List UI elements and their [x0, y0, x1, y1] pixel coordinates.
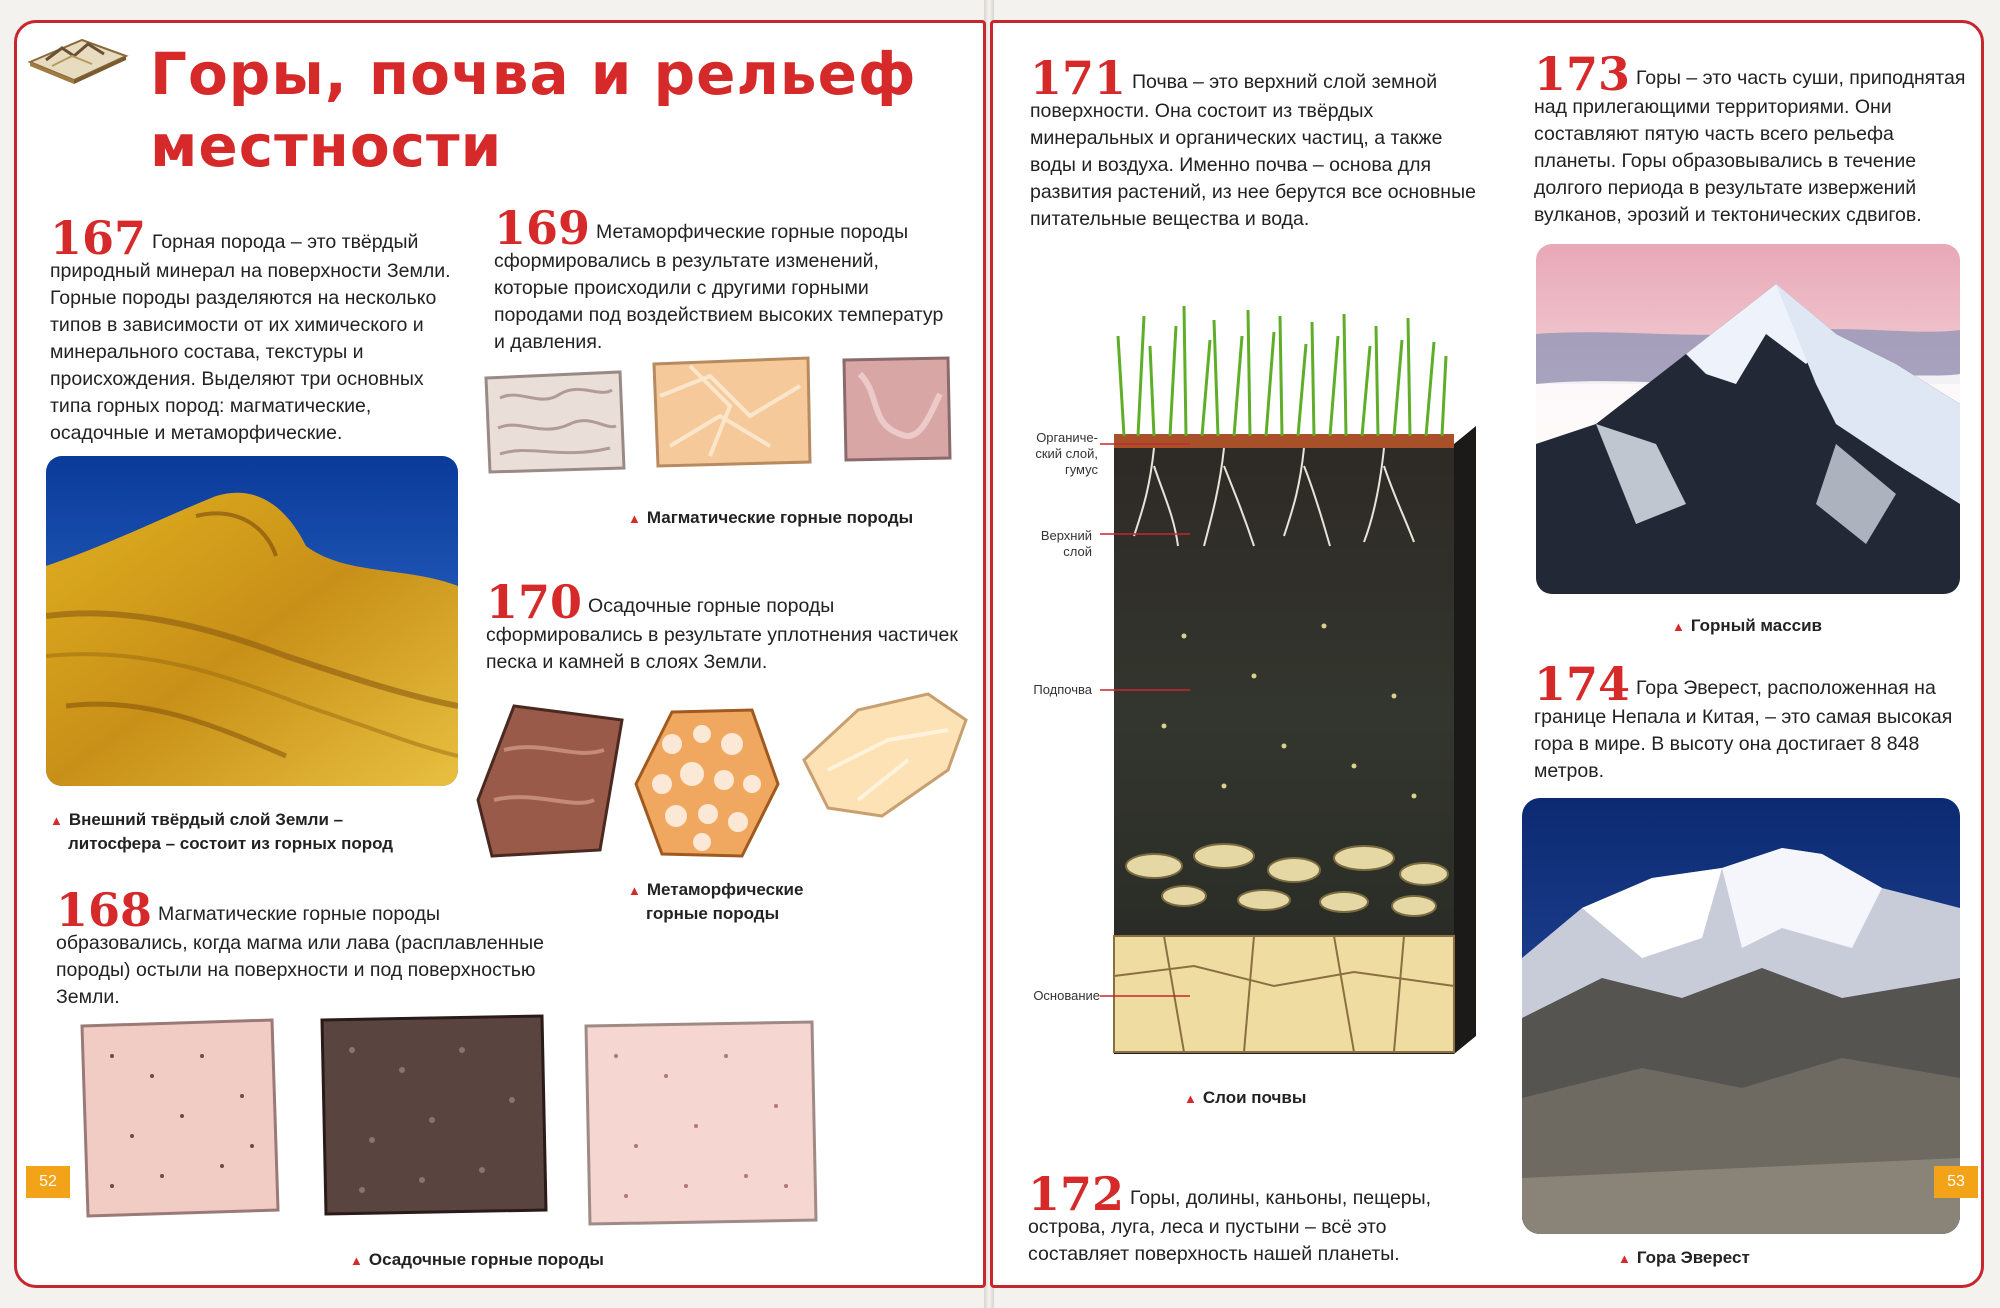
rock-tile-1 — [480, 368, 628, 476]
fact-number: 171 — [1030, 51, 1127, 105]
fact-173 — [1534, 47, 1974, 229]
caption-arrow-icon: ▲ — [350, 1253, 363, 1268]
fact-text: Метаморфические горные породы сформировались в результате изменений, которые происходили с другими горными породами под воздействием высоких температур и давления. — [494, 221, 944, 353]
caption-arrow-icon: ▲ — [1672, 619, 1685, 634]
title-line-1: Горы, почва и рельеф — [150, 40, 917, 108]
fact-number: 174 — [1534, 657, 1631, 711]
page-number-right: 53 — [1934, 1166, 1978, 1198]
fact-number: 172 — [1028, 1167, 1125, 1221]
fact-text: Горная порода – это твёрдый природный минерал на поверхности Земли. Горные породы разделяются на несколько типов в зависимости от их химического и минерального состава, текстуры и происхождения. Выделяют три основных типа горных пород: магматические, осадочные и метаморфические. — [50, 231, 451, 444]
mountain-massif-photo — [1536, 244, 1960, 594]
fact-171 — [1030, 51, 1490, 233]
fact-167 — [50, 211, 460, 447]
fact-174 — [1534, 657, 1954, 785]
lithosphere-photo — [46, 456, 458, 786]
fact-number: 173 — [1534, 47, 1631, 101]
soil-label-base: Основание — [1033, 988, 1100, 1003]
fact-170 — [486, 575, 966, 676]
rock-tile-3 — [840, 354, 954, 464]
rock-pebble-2 — [632, 704, 782, 862]
caption-arrow-icon: ▲ — [50, 813, 63, 828]
fact-text: Горы – это часть суши, приподнятая над прилегающими территориями. Они составляют пятую часть всего рельефа планеты. Горы образовывались в течение долгого периода в результате извержений вулканов, эрозий и тектонических сдвигов. — [1534, 67, 1966, 226]
caption-arrow-icon: ▲ — [1184, 1091, 1197, 1106]
page-number-left: 52 — [26, 1166, 70, 1198]
rock-slab-1 — [72, 1016, 284, 1220]
fact-number: 168 — [56, 883, 153, 937]
sedimentary-caption: ▲ Осадочные горные породы — [350, 1248, 690, 1272]
caption-arrow-icon: ▲ — [628, 511, 641, 526]
soil-label-organic: Органиче- ский слой, гумус — [1035, 430, 1098, 477]
rock-pebble-3 — [798, 690, 970, 822]
caption-arrow-icon: ▲ — [628, 883, 641, 898]
fact-172 — [1028, 1167, 1468, 1268]
magmatic-caption: ▲ Магматические горные породы — [628, 506, 968, 530]
fact-text: Гора Эверест, расположенная на границе Непала и Китая, – это самая высокая гора в мире. В высоту она достигает 8 848 метров. — [1534, 677, 1953, 782]
fact-number: 169 — [494, 201, 591, 255]
everest-caption: ▲ Гора Эверест — [1618, 1246, 1878, 1270]
rock-pebble-1 — [474, 700, 626, 860]
soil-label-subsoil: Подпочва — [1033, 682, 1092, 697]
rock-tile-2 — [650, 356, 814, 468]
soil-label-leaders — [1094, 430, 1204, 1010]
mountain-massif-caption: ▲ Горный массив — [1672, 614, 1932, 638]
rock-slab-3 — [576, 1016, 822, 1230]
fact-number: 167 — [50, 211, 147, 265]
page-title — [150, 38, 970, 182]
caption-arrow-icon: ▲ — [1618, 1251, 1631, 1266]
everest-photo — [1522, 798, 1960, 1234]
soil-label-top: Верхний слой — [1040, 528, 1092, 559]
title-line-2: местности — [150, 112, 503, 180]
fact-168 — [56, 883, 556, 1011]
soil-caption: ▲ Слои почвы — [1184, 1086, 1404, 1110]
fact-number: 170 — [486, 575, 583, 629]
fact-text: Магматические горные породы образовались, когда магма или лава (расплавленные породы) остыли на поверхности и под поверхностью Земли. — [56, 903, 545, 1008]
fact-169 — [494, 201, 954, 356]
rock-corner-icon — [22, 26, 132, 84]
fact-text: Почва – это верхний слой земной поверхности. Она состоит из твёрдых минеральных и органических частиц, а также воды и воздуха. Именно почва – основа для развития растений, из нее берутся все основные питательные вещества и вода. — [1030, 71, 1476, 230]
rock-slab-2 — [312, 1010, 552, 1220]
lithosphere-caption: ▲ Внешний твёрдый слой Земли – литосфера – состоит из горных пород — [50, 810, 394, 853]
fact-text: Осадочные горные породы сформировались в результате уплотнения частичек песка и камней в слоях Земли. — [486, 595, 958, 673]
metamorphic-caption: ▲ Метаморфические горные породы — [628, 880, 804, 923]
fact-text: Горы, долины, каньоны, пещеры, острова, луга, леса и пустыни – всё это составляет поверхность нашей планеты. — [1028, 1187, 1432, 1265]
